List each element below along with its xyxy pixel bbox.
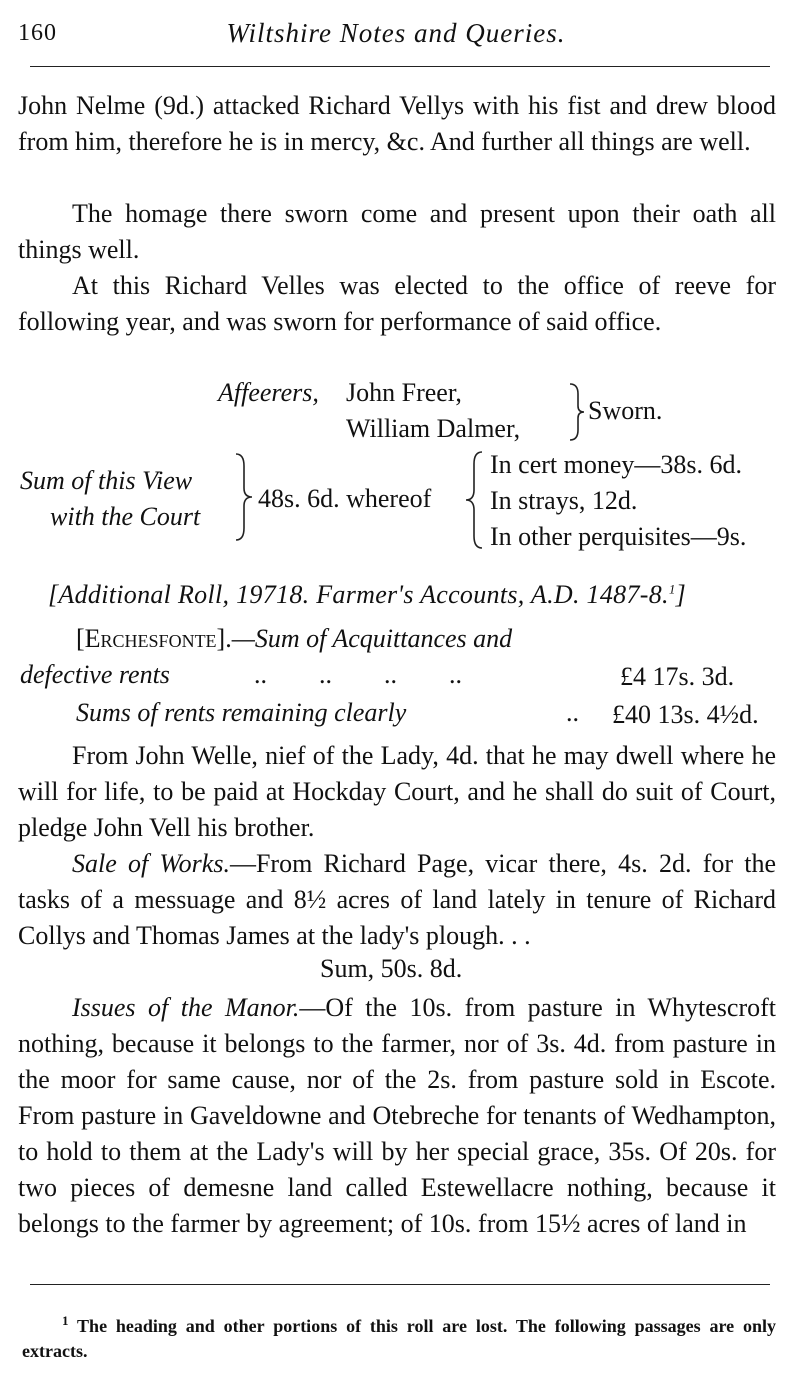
paragraph-homage [18,196,776,268]
paragraph-welle [18,738,776,846]
sum-view-brace [234,452,256,542]
place-name: [Erchesfonte]. [76,624,232,653]
sum-view-total [258,484,431,514]
footnote [22,1308,776,1364]
paragraph-reeve [18,268,776,340]
sum-view-line-1: Sum of this View [20,466,193,495]
leader-dots: .. .. .. .. [254,660,462,689]
acquittances-heading [76,624,512,654]
roll-heading-text: [Additional Roll, 19718. Farmer's Accounts, A.D. 1487-8. [48,580,669,609]
sale-of-works-label: Sale of Works. [72,849,230,878]
footnote-text: The heading and other portions of this roll are lost. The following passages are only extracts. [22,1316,776,1361]
footnote-rule [30,1284,770,1285]
sum-view-line-2: with the Court [50,502,201,531]
sums-rents-amount: £40 13s. 4½d. [612,700,759,729]
affeerers-label: Affeerers, [218,378,319,407]
affeerer-name-2: William Dalmer, [346,414,521,443]
affeerers-brace [566,382,586,442]
sum-view-total-text: 48s. 6d. whereof [258,484,432,513]
sale-of-works-text: —From Richard Page, vicar there, 4s. 2d. for the tasks of a messuage and 8½ acres of land lately in tenure of Richard Collys and Thomas James at the lady's plough. . . [18,849,776,950]
paragraph-reeve-text: At this Richard Velles was elected to the office of reeve for following year, and was sworn for performance of said office. [18,271,776,336]
affeerer-name-1: John Freer, [346,378,462,407]
footnote-mark: 1 [62,1313,69,1328]
running-title: Wiltshire Notes and Queries. [226,18,566,48]
issues-of-manor-label: Issues of the Manor. [72,993,300,1022]
sum-items-brace [462,450,486,550]
running-header [18,16,774,56]
roll-heading-close: ] [675,580,687,609]
paragraph-homage-text: The homage there sworn come and present upon their oath all things well. [18,199,776,264]
sum-item-perquisites: In other perquisites—9s. [490,522,747,551]
paragraph-welle-text: From John Welle, nief of the Lady, 4d. that he may dwell where he will for life, to be paid at Hockday Court, and he shall do suit of Court, pledge John Vell his brother. [18,741,776,842]
sworn-label: Sworn. [588,396,663,425]
header-rule [30,66,770,67]
roll-heading [48,580,686,610]
sum-works: Sum, 50s. 8d. [320,954,463,983]
acquittances-title: —Sum of Acquittances and [231,624,513,653]
sum-item-cert-money: In cert money—38s. 6d. [490,450,743,479]
defective-rents-label: defective rents [20,660,170,689]
paragraph-nelme: John Nelme (9d.) attacked Richard Vellys with his fist and drew blood from him, therefore he is in mercy, &c. And further all things are well. [18,91,776,156]
paragraph-issues-of-manor [18,990,776,1242]
leader-dots: .. [566,698,579,727]
footnote-ref: 1 [668,581,676,597]
acquittances-amount: £4 17s. 3d. [620,662,735,691]
paragraph-sale-of-works [18,846,776,954]
page-number: 160 [18,20,57,46]
sums-rents-label: Sums of rents remaining clearly [76,698,407,727]
sum-item-strays: In strays, 12d. [490,486,638,515]
issues-of-manor-text: —Of the 10s. from pasture in Whytescroft nothing, because it belongs to the farmer, nor of 3s. 4d. from pasture in the moor for same cause, nor of the 2s. from pasture sold in Escote. From pasture in Gaveldowne and Otebreche for tenants of Wedhampton, to hold to them at the Lady's will by her special grace, 35s. Of 20s. for two pieces of demesne land called Estewellacre nothing, because it belongs to the farmer by agreement; of 10s. from 15½ acres of land in [18,993,776,1238]
